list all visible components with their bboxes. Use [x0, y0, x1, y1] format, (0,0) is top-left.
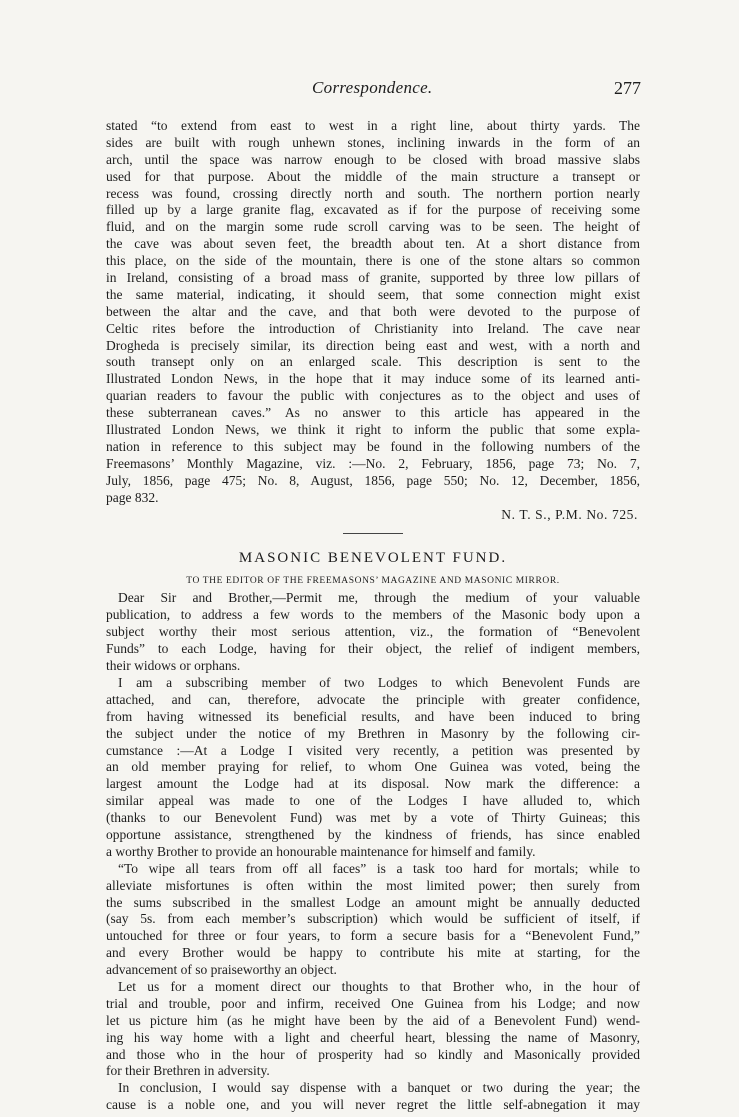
paragraph: [106, 675, 640, 861]
text-line: fluid, and on the margin some rude scroll carving was to be seen. The height of: [106, 219, 640, 235]
text-line: Illustrated London News, we think it right to inform the public that some expla-: [106, 422, 640, 438]
text-line: the sums subscribed in the smallest Lodge an amount might be annually deducted: [106, 894, 640, 910]
text-line: the same material, indicating, it should seem, that some connection might exist: [106, 286, 640, 302]
text-line: Dear Sir and Brother,—Permit me, through the medium of your valuable: [118, 590, 640, 606]
text-line: cause is a noble one, and you will never regret the little self-abnegation it may: [106, 1097, 640, 1113]
text-line: a worthy Brother to provide an honourable maintenance for himself and family.: [106, 843, 536, 859]
text-line: used for that purpose. About the middle of the main structure a transept or: [106, 168, 640, 184]
paragraph: [106, 979, 640, 1080]
page-number: 277: [614, 78, 641, 98]
text-line: nation in reference to this subject may be found in the following numbers of the: [106, 438, 640, 454]
text-line: publication, to address a few words to the members of the Masonic body upon a: [106, 607, 640, 623]
text-line: untouched for three or four years, to form a secure basis for a “Benevolent Fund,”: [106, 928, 640, 944]
text-line: attached, and can, therefore, advocate the principle with greater confidence,: [106, 691, 640, 707]
letter-continuation: [106, 118, 640, 523]
article-dedication: TO THE EDITOR OF THE FREEMASONS’ MAGAZINE AND MASONIC MIRROR.: [186, 576, 560, 587]
paragraph: [106, 590, 640, 674]
text-line: In conclusion, I would say dispense with a banquet or two during the year; the: [118, 1080, 640, 1096]
text-line: ing his way home with a light and cheerful heart, blessing the name of Masonry,: [106, 1029, 640, 1045]
text-line: July, 1856, page 475; No. 8, August, 1856, page 550; No. 12, December, 1856,: [106, 472, 640, 488]
text-line: quarian readers to favour the public with conjectures as to the object and uses of: [106, 388, 640, 404]
text-line: let us picture him (as he might have been by the aid of a Benevolent Fund) wend-: [106, 1012, 640, 1028]
text-line: filled up by a large granite flag, excavated as if for the purpose of receiving some: [106, 202, 640, 218]
text-line: alleviate misfortunes is often within the most limited power; then surely from: [106, 877, 640, 893]
text-line: advancement of so praiseworthy an object.: [106, 962, 337, 978]
paragraph: [106, 1080, 640, 1114]
section-divider: [343, 533, 403, 534]
text-line: and those who in the hour of prosperity had so kindly and Masonically provided: [106, 1046, 640, 1062]
page-header: [0, 78, 739, 102]
signature: N. T. S., P.M. No. 725.: [501, 507, 638, 523]
text-line: these subterranean caves.” As no answer to this article has appeared in the: [106, 405, 640, 421]
text-line: similar appeal was made to one of the Lodges I have alluded to, which: [106, 793, 640, 809]
text-line: the subject under the notice of my Brethren in Masonry by the following cir-: [106, 725, 640, 741]
text-line: arch, until the space was narrow enough to be closed with broad massive slabs: [106, 151, 640, 167]
text-line: stated “to extend from east to west in a right line, about thirty yards. The: [106, 118, 640, 133]
text-line: page 832.: [106, 489, 159, 505]
text-line: cumstance :—At a Lodge I visited very recently, a petition was presented by: [106, 742, 640, 758]
text-line: and every Brother would be happy to contribute his mite at starting, for the: [106, 945, 640, 961]
text-line: recess was found, crossing directly north and south. The northern portion nearly: [106, 185, 640, 201]
text-line: the cave was about seven feet, the breadth about ten. At a short distance from: [106, 236, 640, 252]
text-line: largest amount the Lodge had at its disposal. Now mark the difference: a: [106, 776, 640, 792]
text-line: for their Brethren in adversity.: [106, 1063, 270, 1079]
text-line: in Ireland, consisting of a broad mass of granite, supported by three low pillars of: [106, 270, 640, 286]
text-line: Freemasons’ Monthly Magazine, viz. :—No. 2, February, 1856, page 73; No. 7,: [106, 455, 640, 471]
page-body: [106, 118, 640, 1114]
text-line: subject worthy their most serious attention, viz., the formation of “Benevolent: [106, 624, 640, 640]
text-line: Illustrated London News, in the hope that it may induce some of its learned anti-: [106, 371, 640, 387]
text-line: this place, on the side of the mountain, there is one of the stone altars so common: [106, 253, 640, 269]
text-line: sides are built with rough unhewn stones, inclining inwards in the form of an: [106, 134, 640, 150]
text-line: (say 5s. from each member’s subscription) which would be sufficient of itself, if: [106, 911, 640, 927]
text-line: trial and trouble, poor and infirm, received One Guinea from his Lodge; and now: [106, 995, 640, 1011]
text-line: opportune assistance, strengthened by the kindness of friends, has since enabled: [106, 826, 640, 842]
text-line: “To wipe all tears from off all faces” is a task too hard for mortals; while to: [118, 860, 640, 876]
text-line: I am a subscribing member of two Lodges to which Benevolent Funds are: [118, 674, 640, 690]
text-line: Drogheda is precisely similar, its direction being east and west, with a north and: [106, 337, 640, 353]
text-line: an old member praying for relief, to whom One Guinea was voted, being the: [106, 759, 640, 775]
text-line: between the altar and the cave, and that both were devoted to the purpose of: [106, 303, 640, 319]
text-line: Funds” to each Lodge, having for their object, the relief of indigent members,: [106, 641, 640, 657]
text-line: (thanks to our Benevolent Fund) was met by a vote of Thirty Guineas; this: [106, 810, 640, 826]
running-title: Correspondence.: [312, 78, 433, 97]
paragraph: [106, 861, 640, 979]
text-line: Celtic rites before the introduction of Christianity into Ireland. The cave near: [106, 320, 640, 336]
article-title: MASONIC BENEVOLENT FUND.: [238, 550, 508, 567]
text-line: from having witnessed its beneficial results, and have been induced to bring: [106, 708, 640, 724]
text-line: south transept only on an enlarged scale. This description is sent to the: [106, 354, 640, 370]
text-line: Let us for a moment direct our thoughts to that Brother who, in the hour of: [118, 978, 640, 994]
text-line: their widows or orphans.: [106, 658, 241, 674]
